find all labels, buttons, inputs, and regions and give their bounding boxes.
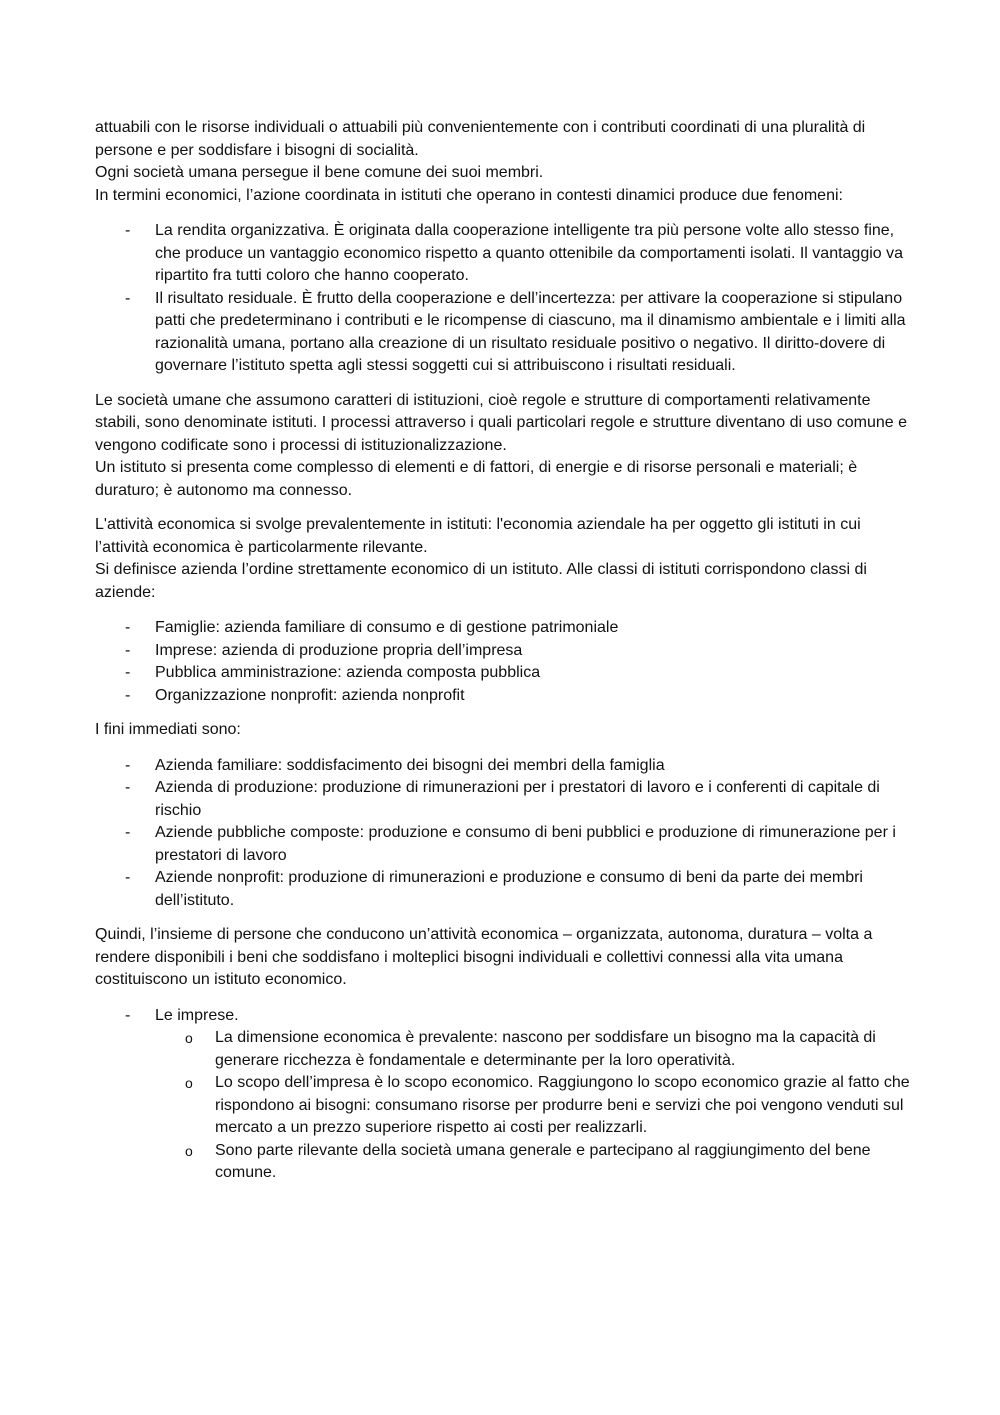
list-item-text: La rendita organizzativa. È originata dalla cooperazione intelligente tra più persone volte allo stesso fine, che produce un vantaggio economico rispetto a quanto ottenibile da comportamenti isolati. Il vantaggio va ripartito fra tutti coloro che hanno cooperato. [155,222,904,284]
document-page [95,117,910,1197]
dash-bullet: - [125,641,131,659]
list-item-text: Imprese: azienda di produzione propria dell’impresa [155,641,523,659]
sublist-item-text: Sono parte rilevante della società umana generale e partecipano al raggiungimento del bene comune. [215,1141,871,1181]
dash-bullet: - [125,1006,131,1024]
sublist-item-text: Lo scopo dell’impresa è lo scopo economico. Raggiungono lo scopo economico grazie al fatto che rispondono ai bisogni: consumano risorse per produrre beni e servizi che poi vengono venduti sul mercato a un prezzo superiore rispetto ai costi per realizzarli. [215,1074,910,1136]
imprese-sublist [155,1027,910,1185]
list-item-text: Le imprese. [155,1006,239,1024]
dash-bullet: - [125,289,131,307]
dash-bullet: - [125,756,131,774]
circle-bullet: o [185,1142,193,1159]
intro-paragraph-2: Ogni società umana persegue il bene comune dei suoi membri. [95,164,544,181]
list-item [95,685,910,708]
intro-paragraph-3: In termini economici, l’azione coordinata in istituti che operano in contesti dinamici produce due fenomeni: [95,186,843,204]
list-item [95,662,910,685]
sublist-item-text: La dimensione economica è prevalente: nascono per soddisfare un bisogno ma la capacità di generare ricchezza è fondamentale e determinante per la loro operatività. [215,1029,876,1069]
list-item-text: Il risultato residuale. È frutto della cooperazione e dell’incertezza: per attivare la cooperazione si stipulano patti che predeterminano i contributi e le ricompense di ciascuno, ma il dinamismo ambientale e i limiti alla razionalità umana, portano alla creazione di un risultato residuale positivo o negativo. Il diritto-dovere di governare l’istituto spetta agli stessi soggetti cui si attribuiscono i risultati residuali. [155,289,906,374]
list-item [95,1005,910,1185]
dash-bullet: - [125,779,131,796]
list-item [95,640,910,663]
list-item [95,617,910,640]
list-item-text: Organizzazione nonprofit: azienda nonprofit [155,686,465,704]
list-item-text: Famiglie: azienda familiare di consumo e di gestione patrimoniale [155,619,619,636]
dash-bullet: - [125,686,131,704]
fenomeni-list [95,220,910,378]
list-item-text: Azienda familiare: soddisfacimento dei bisogni dei membri della famiglia [155,756,665,774]
list-item-text: Azienda di produzione: produzione di rimunerazioni per i prestatori di lavoro e i conferenti di capitale di rischio [155,779,880,819]
circle-bullet: o [185,1030,193,1046]
sublist-item [155,1072,910,1140]
fini-title: I fini immediati sono: [95,721,241,738]
list-item-text: Aziende nonprofit: produzione di rimunerazioni e produzione e consumo di beni da parte dei membri dell’istituto. [155,869,863,909]
list-item [95,822,910,867]
list-item [95,220,910,288]
sublist-item [155,1027,910,1072]
dash-bullet: - [125,824,131,841]
list-item-text: Pubblica amministrazione: azienda composta pubblica [155,664,541,681]
istituzioni-paragraph-1: Le società umane che assumono caratteri di istituzioni, cioè regole e strutture di comportamenti relativamente stabili, sono denominate istituti. I processi attraverso i quali particolari regole e strutture diventano di uso comune e vengono codificate sono i processi di istituzionalizzazione. [95,391,907,454]
quindi-paragraph: Quindi, l’insieme di persone che conducono un’attività economica – organizzata, autonoma, duratura – volta a rendere disponibili i beni che soddisfano i molteplici bisogni individuali e collettivi connessi alla vita umana costituiscono un istituto economico. [95,926,873,988]
istituzioni-paragraph-2: Un istituto si presenta come complesso di elementi e di fattori, di energie e di risorse personali e materiali; è duraturo; è autonomo ma connesso. [95,459,858,499]
dash-bullet: - [125,222,131,239]
dash-bullet: - [125,869,131,886]
imprese-list [95,1005,910,1185]
list-item [95,755,910,778]
dash-bullet: - [125,619,131,636]
attivita-paragraph-1: L'attività economica si svolge prevalentemente in istituti: l'economia aziendale ha per oggetto gli istituti in cui l’attività economica è particolarmente rilevante. [95,516,861,556]
sublist-item [155,1140,910,1185]
list-item [95,867,910,912]
intro-paragraph-1: attuabili con le risorse individuali o attuabili più convenientemente con i contributi coordinati di una pluralità di persone e per soddisfare i bisogni di socialità. [95,119,866,159]
list-item-text: Aziende pubbliche composte: produzione e consumo di beni pubblici e produzione di rimunerazione per i prestatori di lavoro [155,824,896,864]
fini-list [95,755,910,913]
dash-bullet: - [125,664,131,681]
list-item [95,288,910,378]
circle-bullet: o [185,1075,193,1091]
classi-list [95,617,910,707]
attivita-paragraph-2: Si definisce azienda l’ordine strettamente economico di un istituto. Alle classi di istituti corrispondono classi di aziende: [95,561,867,601]
list-item [95,777,910,822]
